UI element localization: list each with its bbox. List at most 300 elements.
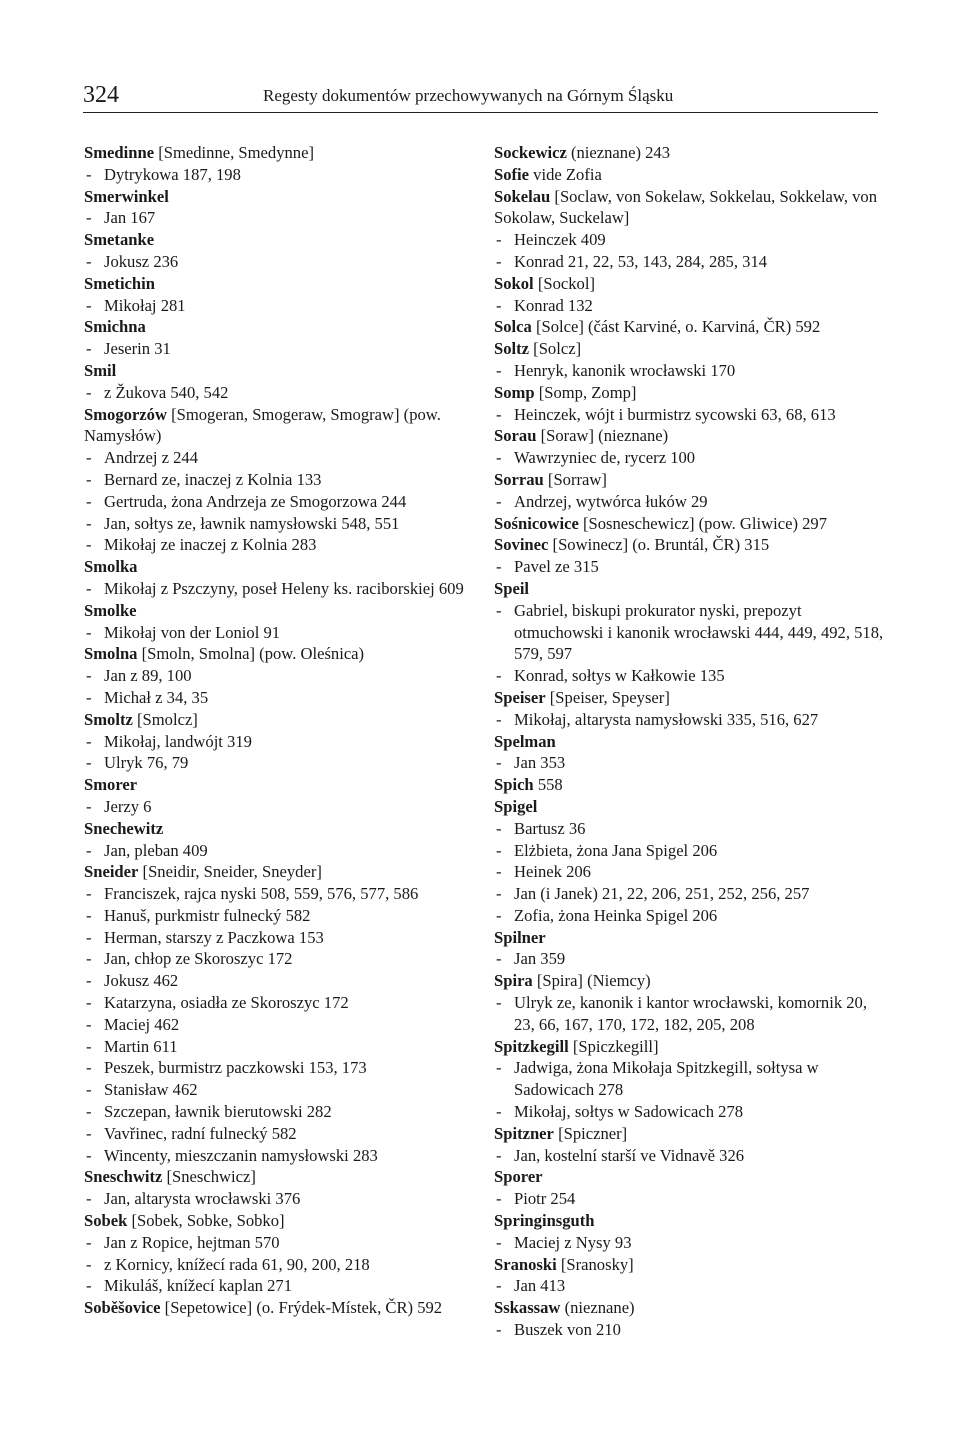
sub-entry-text: Piotr 254 xyxy=(514,1189,576,1209)
index-entry xyxy=(494,1166,884,1188)
sub-entry xyxy=(84,578,474,600)
entry-detail: vide Zofia xyxy=(529,164,602,184)
sub-entry xyxy=(84,927,474,949)
index-entry xyxy=(84,774,474,796)
sub-entry xyxy=(494,600,884,665)
sub-entry xyxy=(84,796,474,818)
sub-entry xyxy=(84,251,474,273)
sub-entry-dash: - xyxy=(496,491,502,511)
entry-heading: Spich xyxy=(494,775,534,795)
sub-entry-dash: - xyxy=(496,1145,502,1165)
index-entry xyxy=(494,316,884,338)
index-entry xyxy=(84,709,474,731)
index-entry xyxy=(494,513,884,535)
page-number: 324 xyxy=(83,82,119,108)
sub-entry-dash: - xyxy=(86,622,92,642)
entry-heading: Smolka xyxy=(84,557,138,577)
sub-entry-text: Konrad 21, 22, 53, 143, 284, 285, 314 xyxy=(514,251,768,271)
sub-entry-dash: - xyxy=(86,731,92,751)
sub-entry-text: Pavel ze 315 xyxy=(514,557,599,577)
sub-entry xyxy=(84,970,474,992)
sub-entry xyxy=(84,491,474,513)
entry-heading: Sobek xyxy=(84,1211,128,1231)
sub-entry xyxy=(84,1101,474,1123)
entry-detail: [Soclaw, von Sokelaw, Sokkelau, Sokkelaw, von Sokolaw, Suckelaw] xyxy=(494,186,878,228)
sub-entry-dash: - xyxy=(496,905,502,925)
sub-entry-dash: - xyxy=(86,1058,92,1078)
entry-detail: [Smoln, Smolna] (pow. Oleśnica) xyxy=(137,644,365,664)
index-entry xyxy=(494,273,884,295)
index-entry xyxy=(84,229,474,251)
entry-heading: Smogorzów xyxy=(84,404,167,424)
entry-heading: Smedinne xyxy=(84,143,155,162)
sub-entry-dash: - xyxy=(496,862,502,882)
entry-detail: [Sobek, Sobke, Sobko] xyxy=(127,1211,285,1231)
sub-entry xyxy=(494,709,884,731)
sub-entry-dash: - xyxy=(496,251,502,271)
entry-heading: Smichna xyxy=(84,317,146,337)
sub-entry-dash: - xyxy=(86,535,92,555)
sub-entry-text: Vavřinec, radní fulnecký 582 xyxy=(104,1123,297,1143)
index-entry xyxy=(84,1297,474,1319)
entry-heading: Sośnicowice xyxy=(494,513,579,533)
sub-entry xyxy=(84,534,474,556)
sub-entry-dash: - xyxy=(86,1080,92,1100)
entry-heading: Smolke xyxy=(84,600,137,620)
entry-heading: Sranoski xyxy=(494,1254,557,1274)
sub-entry-text: Andrzej z 244 xyxy=(104,448,198,468)
sub-entry xyxy=(494,1319,884,1341)
index-entry xyxy=(494,731,884,753)
sub-entry-dash: - xyxy=(496,818,502,838)
sub-entry xyxy=(84,1014,474,1036)
index-entry xyxy=(84,556,474,578)
index-entry xyxy=(84,360,474,382)
entry-heading: Smil xyxy=(84,360,117,380)
sub-entry-dash: - xyxy=(496,709,502,729)
sub-entry xyxy=(494,1232,884,1254)
sub-entry xyxy=(494,992,884,1036)
sub-entry-text: Konrad 132 xyxy=(514,295,593,315)
sub-entry-dash: - xyxy=(86,208,92,228)
sub-entry xyxy=(84,1079,474,1101)
entry-detail: (nieznane) xyxy=(560,1298,635,1318)
sub-entry-text: Jan, sołtys ze, ławnik namysłowski 548, 551 xyxy=(104,513,400,533)
sub-entry-text: Stanisław 462 xyxy=(104,1080,198,1100)
sub-entry-text: Mikuláš, knížecí kaplan 271 xyxy=(104,1276,293,1296)
sub-entry-dash: - xyxy=(496,666,502,686)
sub-entry-text: Michał z 34, 35 xyxy=(104,687,209,707)
sub-entry-text: Jadwiga, żona Mikołaja Spitzkegill, sołtysa w Sadowicach 278 xyxy=(514,1058,819,1100)
sub-entry xyxy=(84,1123,474,1145)
entry-heading: Somp xyxy=(494,382,535,402)
index-entry xyxy=(494,1123,884,1145)
sub-entry-dash: - xyxy=(496,1320,502,1340)
sub-entry-text: Jan, altarysta wrocławski 376 xyxy=(104,1189,301,1209)
sub-entry-text: Maciej 462 xyxy=(104,1014,180,1034)
entry-detail: (nieznane) 243 xyxy=(566,143,671,162)
sub-entry-dash: - xyxy=(86,753,92,773)
index-entry xyxy=(494,578,884,600)
sub-entry-text: Bernard ze, inaczej z Kolnia 133 xyxy=(104,469,322,489)
sub-entry xyxy=(494,556,884,578)
sub-entry-text: Konrad, sołtys w Kałkowie 135 xyxy=(514,666,725,686)
sub-entry-dash: - xyxy=(496,949,502,969)
sub-entry-dash: - xyxy=(86,687,92,707)
entry-detail: [Speiser, Speyser] xyxy=(545,687,670,707)
entry-heading: Snechewitz xyxy=(84,818,164,838)
sub-entry xyxy=(84,447,474,469)
sub-entry-dash: - xyxy=(86,884,92,904)
sub-entry xyxy=(494,1188,884,1210)
sub-entry xyxy=(84,469,474,491)
sub-entry-dash: - xyxy=(86,578,92,598)
index-entry xyxy=(84,818,474,840)
sub-entry-dash: - xyxy=(86,339,92,359)
index-entry xyxy=(494,164,884,186)
sub-entry-dash: - xyxy=(86,971,92,991)
sub-entry-dash: - xyxy=(86,295,92,315)
sub-entry-dash: - xyxy=(86,1254,92,1274)
sub-entry-text: Mikołaj z Pszczyny, poseł Heleny ks. raciborskiej 609 xyxy=(104,578,464,598)
sub-entry xyxy=(494,360,884,382)
entry-heading: Sokelau xyxy=(494,186,551,206)
sub-entry-dash: - xyxy=(86,1123,92,1143)
running-title: Regesty dokumentów przechowywanych na Górnym Śląsku xyxy=(263,86,674,105)
sub-entry-text: Mikołaj von der Loniol 91 xyxy=(104,622,281,642)
sub-entry-dash: - xyxy=(496,1276,502,1296)
entry-heading: Spitzkegill xyxy=(494,1036,569,1056)
sub-entry-dash: - xyxy=(86,1276,92,1296)
sub-entry-text: Martin 611 xyxy=(104,1036,178,1056)
sub-entry-text: Heinek 206 xyxy=(514,862,591,882)
sub-entry xyxy=(84,622,474,644)
sub-entry-dash: - xyxy=(496,993,502,1013)
sub-entry xyxy=(84,840,474,862)
sub-entry-text: Peszek, burmistrz paczkowski 153, 173 xyxy=(104,1058,367,1078)
sub-entry-text: Jan 359 xyxy=(514,949,566,969)
sub-entry xyxy=(494,447,884,469)
sub-entry-dash: - xyxy=(86,164,92,184)
index-entry xyxy=(494,970,884,992)
index-entry xyxy=(494,425,884,447)
sub-entry xyxy=(84,883,474,905)
sub-entry-dash: - xyxy=(86,469,92,489)
sub-entry xyxy=(494,905,884,927)
sub-entry-dash: - xyxy=(496,230,502,250)
sub-entry-text: Jan 167 xyxy=(104,208,156,228)
entry-heading: Sofie xyxy=(494,164,530,184)
sub-entry-dash: - xyxy=(86,905,92,925)
index-entry xyxy=(494,774,884,796)
sub-entry xyxy=(494,295,884,317)
sub-entry xyxy=(84,752,474,774)
sub-entry-dash: - xyxy=(496,295,502,315)
sub-entry-text: Jan 353 xyxy=(514,753,566,773)
entry-heading: Sskassaw xyxy=(494,1298,561,1318)
entry-heading: Springinsguth xyxy=(494,1211,595,1231)
sub-entry-text: Jan, chłop ze Skoroszyc 172 xyxy=(104,949,293,969)
sub-entry-text: Szczepan, ławnik bierutowski 282 xyxy=(104,1102,332,1122)
sub-entry xyxy=(494,1057,884,1101)
entry-detail: [Sneschwicz] xyxy=(162,1167,256,1187)
entry-heading: Sockewicz xyxy=(494,143,567,162)
index-entry xyxy=(494,338,884,360)
sub-entry-text: Jan z 89, 100 xyxy=(104,666,192,686)
entry-heading: Sneider xyxy=(84,862,139,882)
index-entry xyxy=(84,1210,474,1232)
index-entry xyxy=(84,273,474,295)
sub-entry-text: z Kornicy, knížecí rada 61, 90, 200, 218 xyxy=(104,1254,370,1274)
sub-entry xyxy=(84,382,474,404)
index-entry xyxy=(494,382,884,404)
sub-entry xyxy=(84,1254,474,1276)
sub-entry xyxy=(494,840,884,862)
index-entry xyxy=(494,927,884,949)
entry-detail: [Sockol] xyxy=(533,273,595,293)
sub-entry xyxy=(494,251,884,273)
sub-entry-text: Franciszek, rajca nyski 508, 559, 576, 577, 586 xyxy=(104,884,419,904)
entry-detail: [Sepetowice] (o. Frýdek-Místek, ČR) 592 xyxy=(160,1298,443,1318)
sub-entry-text: Jan (i Janek) 21, 22, 206, 251, 252, 256, 257 xyxy=(514,884,810,904)
index-entry xyxy=(494,1210,884,1232)
sub-entry-dash: - xyxy=(86,993,92,1013)
sub-entry-text: Jokusz 236 xyxy=(104,251,179,271)
sub-entry-text: Mikołaj, sołtys w Sadowicach 278 xyxy=(514,1102,744,1122)
index-entry xyxy=(494,687,884,709)
sub-entry-text: Henryk, kanonik wrocławski 170 xyxy=(514,360,736,380)
sub-entry-dash: - xyxy=(496,1058,502,1078)
sub-entry xyxy=(84,513,474,535)
index-entry xyxy=(494,1036,884,1058)
sub-entry xyxy=(494,948,884,970)
sub-entry xyxy=(84,295,474,317)
sub-entry-dash: - xyxy=(496,753,502,773)
sub-entry-dash: - xyxy=(86,1036,92,1056)
sub-entry-text: Wawrzyniec de, rycerz 100 xyxy=(514,448,696,468)
sub-entry xyxy=(84,992,474,1014)
entry-detail: [Spiczner] xyxy=(553,1123,628,1143)
sub-entry-dash: - xyxy=(496,1102,502,1122)
sub-entry-text: Andrzej, wytwórca łuków 29 xyxy=(514,491,708,511)
entry-detail: [Sosneschewicz] (pow. Gliwice) 297 xyxy=(578,513,828,533)
sub-entry-dash: - xyxy=(86,448,92,468)
entry-detail: [Smedinne, Smedynne] xyxy=(154,143,314,162)
sub-entry xyxy=(84,1275,474,1297)
entry-heading: Smetanke xyxy=(84,230,155,250)
sub-entry-text: Heinczek, wójt i burmistrz sycowski 63, 68, 613 xyxy=(514,404,836,424)
entry-detail: 558 xyxy=(533,775,563,795)
index-entry xyxy=(494,142,884,164)
entry-heading: Smolna xyxy=(84,644,138,664)
sub-entry-text: Hanuš, purkmistr fulnecký 582 xyxy=(104,905,311,925)
index-entry xyxy=(494,796,884,818)
entry-detail: [Sneidir, Sneider, Sneyder] xyxy=(138,862,322,882)
index-entry xyxy=(84,643,474,665)
sub-entry xyxy=(494,1275,884,1297)
entry-detail: [Soraw] (nieznane) xyxy=(536,426,669,446)
index-entry xyxy=(84,186,474,208)
sub-entry xyxy=(84,1188,474,1210)
sub-entry xyxy=(494,229,884,251)
sub-entry-text: Ulryk 76, 79 xyxy=(104,753,189,773)
entry-detail: [Smolcz] xyxy=(132,709,198,729)
sub-entry-dash: - xyxy=(86,1102,92,1122)
sub-entry xyxy=(84,731,474,753)
entry-detail: [Solce] (část Karviné, o. Karviná, ČR) 592 xyxy=(531,317,821,337)
sub-entry-text: Buszek von 210 xyxy=(514,1320,621,1340)
sub-entry-dash: - xyxy=(86,1145,92,1165)
sub-entry xyxy=(84,1057,474,1079)
entry-heading: Sporer xyxy=(494,1167,543,1187)
sub-entry-dash: - xyxy=(496,600,502,620)
sub-entry-text: Jeserin 31 xyxy=(104,339,171,359)
sub-entry-dash: - xyxy=(86,840,92,860)
sub-entry-text: z Žukova 540, 542 xyxy=(104,382,229,402)
sub-entry xyxy=(84,687,474,709)
sub-entry xyxy=(494,665,884,687)
sub-entry-text: Mikołaj, landwójt 319 xyxy=(104,731,252,751)
entry-heading: Sorau xyxy=(494,426,537,446)
entry-heading: Spigel xyxy=(494,796,538,816)
index-entry xyxy=(494,186,884,230)
index-entry xyxy=(84,600,474,622)
entry-detail: [Sranosky] xyxy=(556,1254,634,1274)
index-entry xyxy=(494,534,884,556)
sub-entry-text: Ulryk ze, kanonik i kantor wrocławski, komornik 20, 23, 66, 167, 170, 172, 182, 205, 208 xyxy=(514,993,868,1034)
sub-entry xyxy=(84,338,474,360)
sub-entry-dash: - xyxy=(496,360,502,380)
index-entry xyxy=(494,1254,884,1276)
entry-heading: Smorer xyxy=(84,775,138,795)
index-column-right xyxy=(494,142,884,1341)
sub-entry-text: Jan, kostelní starší ve Vidnavě 326 xyxy=(514,1145,745,1165)
sub-entry xyxy=(84,948,474,970)
sub-entry-dash: - xyxy=(496,1189,502,1209)
sub-entry-text: Jan 413 xyxy=(514,1276,566,1296)
sub-entry xyxy=(84,164,474,186)
sub-entry xyxy=(84,665,474,687)
index-entry xyxy=(84,142,474,164)
sub-entry xyxy=(494,818,884,840)
sub-entry xyxy=(84,1232,474,1254)
sub-entry-text: Wincenty, mieszczanin namysłowski 283 xyxy=(104,1145,378,1165)
entry-heading: Sneschwitz xyxy=(84,1167,163,1187)
sub-entry xyxy=(494,1145,884,1167)
entry-heading: Spelman xyxy=(494,731,556,751)
sub-entry-text: Maciej z Nysy 93 xyxy=(514,1232,632,1252)
sub-entry-text: Dytrykowa 187, 198 xyxy=(104,164,241,184)
entry-heading: Smetichin xyxy=(84,273,155,293)
sub-entry-text: Elżbieta, żona Jana Spigel 206 xyxy=(514,840,718,860)
sub-entry xyxy=(84,905,474,927)
entry-heading: Soltz xyxy=(494,339,530,359)
sub-entry-dash: - xyxy=(86,796,92,816)
entry-heading: Sorrau xyxy=(494,469,544,489)
sub-entry-dash: - xyxy=(496,557,502,577)
sub-entry-dash: - xyxy=(86,666,92,686)
entry-heading: Spitzner xyxy=(494,1123,554,1143)
entry-heading: Sokol xyxy=(494,273,534,293)
entry-heading: Speil xyxy=(494,578,530,598)
entry-heading: Spilner xyxy=(494,927,546,947)
entry-heading: Soběšovice xyxy=(84,1298,161,1318)
sub-entry-text: Jan z Ropice, hejtman 570 xyxy=(104,1232,280,1252)
page-header xyxy=(83,80,878,114)
entry-heading: Sovinec xyxy=(494,535,549,555)
sub-entry xyxy=(84,207,474,229)
entry-detail: [Sowinecz] (o. Bruntál, ČR) 315 xyxy=(548,535,770,555)
index-entry xyxy=(494,1297,884,1319)
sub-entry-dash: - xyxy=(86,251,92,271)
entry-heading: Smoltz xyxy=(84,709,133,729)
entry-heading: Spira xyxy=(494,971,533,991)
index-column-left xyxy=(84,142,474,1319)
index-entry xyxy=(84,316,474,338)
entry-detail: [Smogeran, Smogeraw, Smograw] (pow. Namysłów) xyxy=(84,404,441,446)
sub-entry-text: Gertruda, żona Andrzeja ze Smogorzowa 244 xyxy=(104,491,407,511)
sub-entry-dash: - xyxy=(86,949,92,969)
sub-entry xyxy=(494,861,884,883)
entry-detail: [Sorraw] xyxy=(543,469,607,489)
entry-heading: Speiser xyxy=(494,687,546,707)
index-entry xyxy=(84,1166,474,1188)
sub-entry-text: Mikołaj ze inaczej z Kolnia 283 xyxy=(104,535,317,555)
entry-detail: [Solcz] xyxy=(529,339,582,359)
sub-entry-text: Herman, starszy z Paczkowa 153 xyxy=(104,927,324,947)
sub-entry-dash: - xyxy=(86,491,92,511)
sub-entry-text: Katarzyna, osiadła ze Skoroszyc 172 xyxy=(104,993,349,1013)
sub-entry-dash: - xyxy=(496,840,502,860)
sub-entry xyxy=(494,883,884,905)
header-rule xyxy=(83,112,878,113)
sub-entry-dash: - xyxy=(86,382,92,402)
sub-entry-text: Heinczek 409 xyxy=(514,230,606,250)
sub-entry xyxy=(84,1145,474,1167)
sub-entry-text: Mikołaj 281 xyxy=(104,295,186,315)
entry-heading: Solca xyxy=(494,317,532,337)
sub-entry-dash: - xyxy=(496,1232,502,1252)
sub-entry xyxy=(84,1036,474,1058)
sub-entry-text: Jerzy 6 xyxy=(104,796,152,816)
sub-entry-dash: - xyxy=(86,1189,92,1209)
sub-entry-text: Jan, pleban 409 xyxy=(104,840,208,860)
sub-entry-dash: - xyxy=(496,448,502,468)
sub-entry-dash: - xyxy=(86,1014,92,1034)
entry-detail: [Spiczkegill] xyxy=(568,1036,659,1056)
sub-entry-text: Jokusz 462 xyxy=(104,971,179,991)
sub-entry xyxy=(494,491,884,513)
sub-entry-text: Gabriel, biskupi prokurator nyski, prepozyt otmuchowski i kanonik wrocławski 444, 449, 492, 518, 579, 597 xyxy=(514,600,884,664)
sub-entry-dash: - xyxy=(86,927,92,947)
sub-entry-dash: - xyxy=(86,513,92,533)
sub-entry-text: Zofia, żona Heinka Spigel 206 xyxy=(514,905,718,925)
entry-detail: [Spira] (Niemcy) xyxy=(532,971,651,991)
sub-entry xyxy=(494,752,884,774)
index-entry xyxy=(84,861,474,883)
sub-entry-dash: - xyxy=(496,404,502,424)
entry-heading: Smerwinkel xyxy=(84,186,169,206)
index-entry xyxy=(494,469,884,491)
sub-entry-dash: - xyxy=(496,884,502,904)
index-entry xyxy=(84,404,474,448)
sub-entry xyxy=(494,404,884,426)
sub-entry-text: Bartusz 36 xyxy=(514,818,586,838)
sub-entry-text: Mikołaj, altarysta namysłowski 335, 516, 627 xyxy=(514,709,819,729)
entry-detail: [Somp, Zomp] xyxy=(534,382,637,402)
sub-entry xyxy=(494,1101,884,1123)
sub-entry-dash: - xyxy=(86,1232,92,1252)
